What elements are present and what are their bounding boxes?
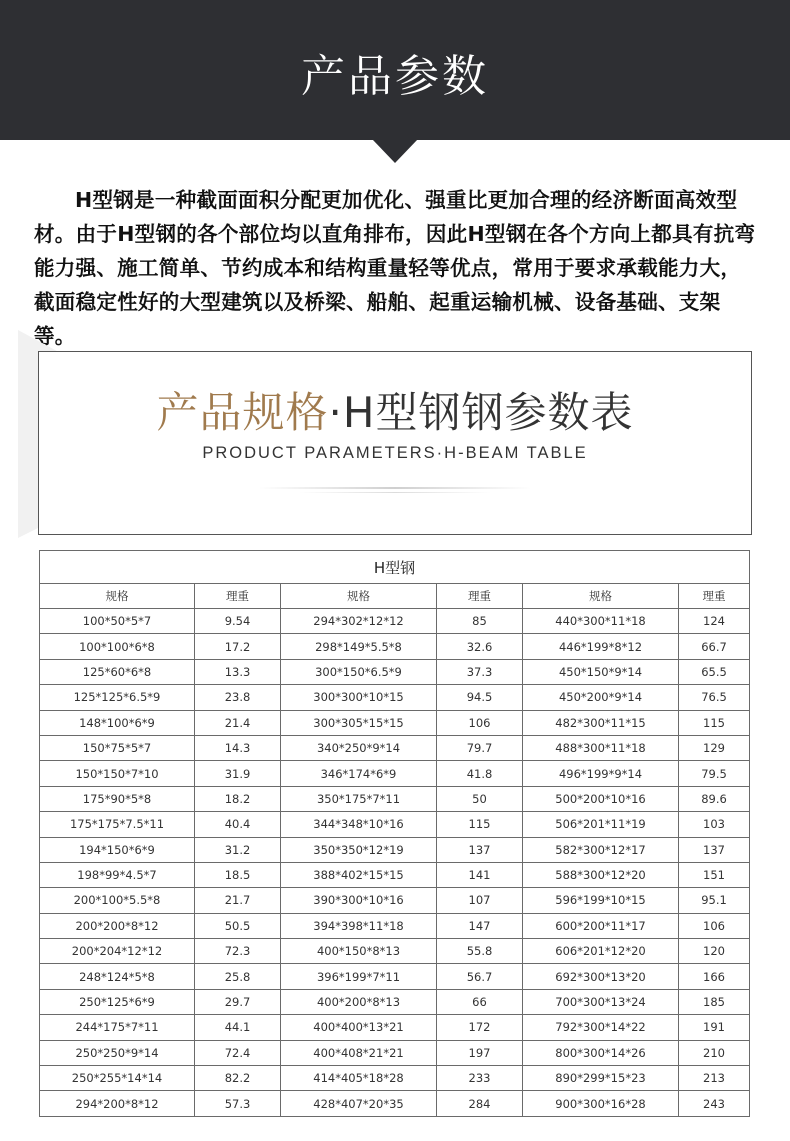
spec-cell: 200*100*5.5*8 <box>40 888 195 913</box>
weight-cell: 107 <box>437 888 523 913</box>
table-row <box>40 659 750 684</box>
weight-cell: 23.8 <box>195 685 281 710</box>
spec-cell: 482*300*11*15 <box>523 710 679 735</box>
spec-cell: 606*201*12*20 <box>523 939 679 964</box>
weight-cell: 82.2 <box>195 1066 281 1091</box>
spec-title-dot: · <box>328 388 343 437</box>
column-header-weight: 理重 <box>437 584 523 609</box>
column-header-spec: 规格 <box>523 584 679 609</box>
spec-cell: 100*50*5*7 <box>40 609 195 634</box>
weight-cell: 66 <box>437 989 523 1014</box>
weight-cell: 115 <box>437 812 523 837</box>
spec-cell: 800*300*14*26 <box>523 1040 679 1065</box>
spec-cell: 298*149*5.5*8 <box>281 634 437 659</box>
weight-cell: 25.8 <box>195 964 281 989</box>
spec-cell: 388*402*15*15 <box>281 862 437 887</box>
table-row <box>40 761 750 786</box>
weight-cell: 243 <box>679 1091 750 1116</box>
spec-cell: 400*150*8*13 <box>281 939 437 964</box>
table-row <box>40 862 750 887</box>
spec-cell: 450*200*9*14 <box>523 685 679 710</box>
weight-cell: 50 <box>437 786 523 811</box>
spec-cell: 596*199*10*15 <box>523 888 679 913</box>
weight-cell: 31.9 <box>195 761 281 786</box>
weight-cell: 37.3 <box>437 659 523 684</box>
table-row <box>40 989 750 1014</box>
table-row <box>40 939 750 964</box>
weight-cell: 89.6 <box>679 786 750 811</box>
weight-cell: 185 <box>679 989 750 1014</box>
spec-cell: 496*199*9*14 <box>523 761 679 786</box>
weight-cell: 17.2 <box>195 634 281 659</box>
weight-cell: 57.3 <box>195 1091 281 1116</box>
spec-cell: 440*300*11*18 <box>523 609 679 634</box>
weight-cell: 120 <box>679 939 750 964</box>
weight-cell: 31.2 <box>195 837 281 862</box>
weight-cell: 197 <box>437 1040 523 1065</box>
spec-divider <box>259 487 531 489</box>
weight-cell: 151 <box>679 862 750 887</box>
spec-cell: 250*250*9*14 <box>40 1040 195 1065</box>
weight-cell: 79.5 <box>679 761 750 786</box>
spec-cell: 394*398*11*18 <box>281 913 437 938</box>
spec-cell: 300*150*6.5*9 <box>281 659 437 684</box>
column-header-spec: 规格 <box>281 584 437 609</box>
table-caption: H型钢 <box>40 551 750 584</box>
weight-cell: 29.7 <box>195 989 281 1014</box>
spec-cell: 294*302*12*12 <box>281 609 437 634</box>
spec-cell: 700*300*13*24 <box>523 989 679 1014</box>
spec-cell: 200*204*12*12 <box>40 939 195 964</box>
table-row <box>40 837 750 862</box>
table-row <box>40 1015 750 1040</box>
weight-cell: 124 <box>679 609 750 634</box>
table-row <box>40 888 750 913</box>
spec-cell: 300*305*15*15 <box>281 710 437 735</box>
table-header-row <box>40 584 750 609</box>
weight-cell: 21.4 <box>195 710 281 735</box>
table-row <box>40 812 750 837</box>
weight-cell: 65.5 <box>679 659 750 684</box>
spec-cell: 250*125*6*9 <box>40 989 195 1014</box>
spec-cell: 344*348*10*16 <box>281 812 437 837</box>
weight-cell: 141 <box>437 862 523 887</box>
weight-cell: 103 <box>679 812 750 837</box>
h-beam-table <box>39 550 750 1117</box>
table-row <box>40 1066 750 1091</box>
spec-cell: 350*175*7*11 <box>281 786 437 811</box>
weight-cell: 56.7 <box>437 964 523 989</box>
weight-cell: 18.2 <box>195 786 281 811</box>
weight-cell: 14.3 <box>195 735 281 760</box>
spec-cell: 125*125*6.5*9 <box>40 685 195 710</box>
table-row <box>40 1091 750 1116</box>
weight-cell: 137 <box>679 837 750 862</box>
spec-title-part2: H型钢钢参数表 <box>342 388 634 437</box>
spec-cell: 198*99*4.5*7 <box>40 862 195 887</box>
spec-cell: 244*175*7*11 <box>40 1015 195 1040</box>
spec-cell: 200*200*8*12 <box>40 913 195 938</box>
weight-cell: 41.8 <box>437 761 523 786</box>
spec-cell: 150*150*7*10 <box>40 761 195 786</box>
table-row <box>40 634 750 659</box>
weight-cell: 85 <box>437 609 523 634</box>
spec-cell: 582*300*12*17 <box>523 837 679 862</box>
table-row <box>40 710 750 735</box>
table-row <box>40 786 750 811</box>
spec-cell: 294*200*8*12 <box>40 1091 195 1116</box>
weight-cell: 66.7 <box>679 634 750 659</box>
spec-cell: 175*175*7.5*11 <box>40 812 195 837</box>
weight-cell: 95.1 <box>679 888 750 913</box>
column-header-weight: 理重 <box>679 584 750 609</box>
spec-cell: 692*300*13*20 <box>523 964 679 989</box>
weight-cell: 166 <box>679 964 750 989</box>
weight-cell: 79.7 <box>437 735 523 760</box>
spec-cell: 488*300*11*18 <box>523 735 679 760</box>
weight-cell: 284 <box>437 1091 523 1116</box>
header-banner <box>0 0 790 140</box>
table-row <box>40 1040 750 1065</box>
spec-cell: 506*201*11*19 <box>523 812 679 837</box>
table-body <box>40 609 750 1117</box>
spec-cell: 792*300*14*22 <box>523 1015 679 1040</box>
weight-cell: 115 <box>679 710 750 735</box>
spec-cell: 890*299*15*23 <box>523 1066 679 1091</box>
spec-cell: 500*200*10*16 <box>523 786 679 811</box>
spec-cell: 175*90*5*8 <box>40 786 195 811</box>
spec-cell: 340*250*9*14 <box>281 735 437 760</box>
spec-cell: 446*199*8*12 <box>523 634 679 659</box>
weight-cell: 72.4 <box>195 1040 281 1065</box>
spec-subtitle: PRODUCT PARAMETERS·H-BEAM TABLE <box>202 444 588 462</box>
weight-cell: 76.5 <box>679 685 750 710</box>
spec-title-part1: 产品规格 <box>156 388 329 437</box>
column-header-weight: 理重 <box>195 584 281 609</box>
spec-cell: 350*350*12*19 <box>281 837 437 862</box>
spec-cell: 346*174*6*9 <box>281 761 437 786</box>
header-arrow-pointer <box>372 139 418 163</box>
spec-cell: 396*199*7*11 <box>281 964 437 989</box>
table-row <box>40 685 750 710</box>
spec-divider-thin <box>299 492 491 493</box>
spec-cell: 125*60*6*8 <box>40 659 195 684</box>
weight-cell: 44.1 <box>195 1015 281 1040</box>
table-row <box>40 735 750 760</box>
weight-cell: 94.5 <box>437 685 523 710</box>
spec-cell: 450*150*9*14 <box>523 659 679 684</box>
weight-cell: 55.8 <box>437 939 523 964</box>
spec-cell: 194*150*6*9 <box>40 837 195 862</box>
column-header-spec: 规格 <box>40 584 195 609</box>
weight-cell: 210 <box>679 1040 750 1065</box>
weight-cell: 21.7 <box>195 888 281 913</box>
weight-cell: 137 <box>437 837 523 862</box>
spec-title <box>39 380 751 440</box>
spec-cell: 588*300*12*20 <box>523 862 679 887</box>
spec-cell: 390*300*10*16 <box>281 888 437 913</box>
weight-cell: 129 <box>679 735 750 760</box>
spec-cell: 400*400*13*21 <box>281 1015 437 1040</box>
spec-cell: 250*255*14*14 <box>40 1066 195 1091</box>
weight-cell: 18.5 <box>195 862 281 887</box>
weight-cell: 213 <box>679 1066 750 1091</box>
table-row <box>40 913 750 938</box>
spec-cell: 400*408*21*21 <box>281 1040 437 1065</box>
weight-cell: 32.6 <box>437 634 523 659</box>
weight-cell: 233 <box>437 1066 523 1091</box>
table-row <box>40 609 750 634</box>
table-row <box>40 964 750 989</box>
weight-cell: 13.3 <box>195 659 281 684</box>
spec-cell: 600*200*11*17 <box>523 913 679 938</box>
spec-cell: 148*100*6*9 <box>40 710 195 735</box>
weight-cell: 172 <box>437 1015 523 1040</box>
page-title: 产品参数 <box>301 51 489 102</box>
weight-cell: 147 <box>437 913 523 938</box>
spec-cell: 248*124*5*8 <box>40 964 195 989</box>
weight-cell: 50.5 <box>195 913 281 938</box>
weight-cell: 191 <box>679 1015 750 1040</box>
weight-cell: 106 <box>437 710 523 735</box>
weight-cell: 9.54 <box>195 609 281 634</box>
spec-title-box <box>38 351 752 535</box>
spec-cell: 414*405*18*28 <box>281 1066 437 1091</box>
weight-cell: 72.3 <box>195 939 281 964</box>
spec-cell: 150*75*5*7 <box>40 735 195 760</box>
spec-cell: 300*300*10*15 <box>281 685 437 710</box>
weight-cell: 40.4 <box>195 812 281 837</box>
intro-paragraph: H型钢是一种截面面积分配更加优化、强重比更加合理的经济断面高效型材。由于H型钢的各个部位均以直角排布，因此H型钢在各个方向上都具有抗弯能力强、施工简单、节约成本和结构重量轻等优点，常用于要求承载能力大，截面稳定性好的大型建筑以及桥梁、船舶、起重运输机械、设备基础、支架等。 <box>34 188 756 348</box>
spec-cell: 900*300*16*28 <box>523 1091 679 1116</box>
weight-cell: 106 <box>679 913 750 938</box>
spec-cell: 428*407*20*35 <box>281 1091 437 1116</box>
spec-cell: 400*200*8*13 <box>281 989 437 1014</box>
spec-cell: 100*100*6*8 <box>40 634 195 659</box>
